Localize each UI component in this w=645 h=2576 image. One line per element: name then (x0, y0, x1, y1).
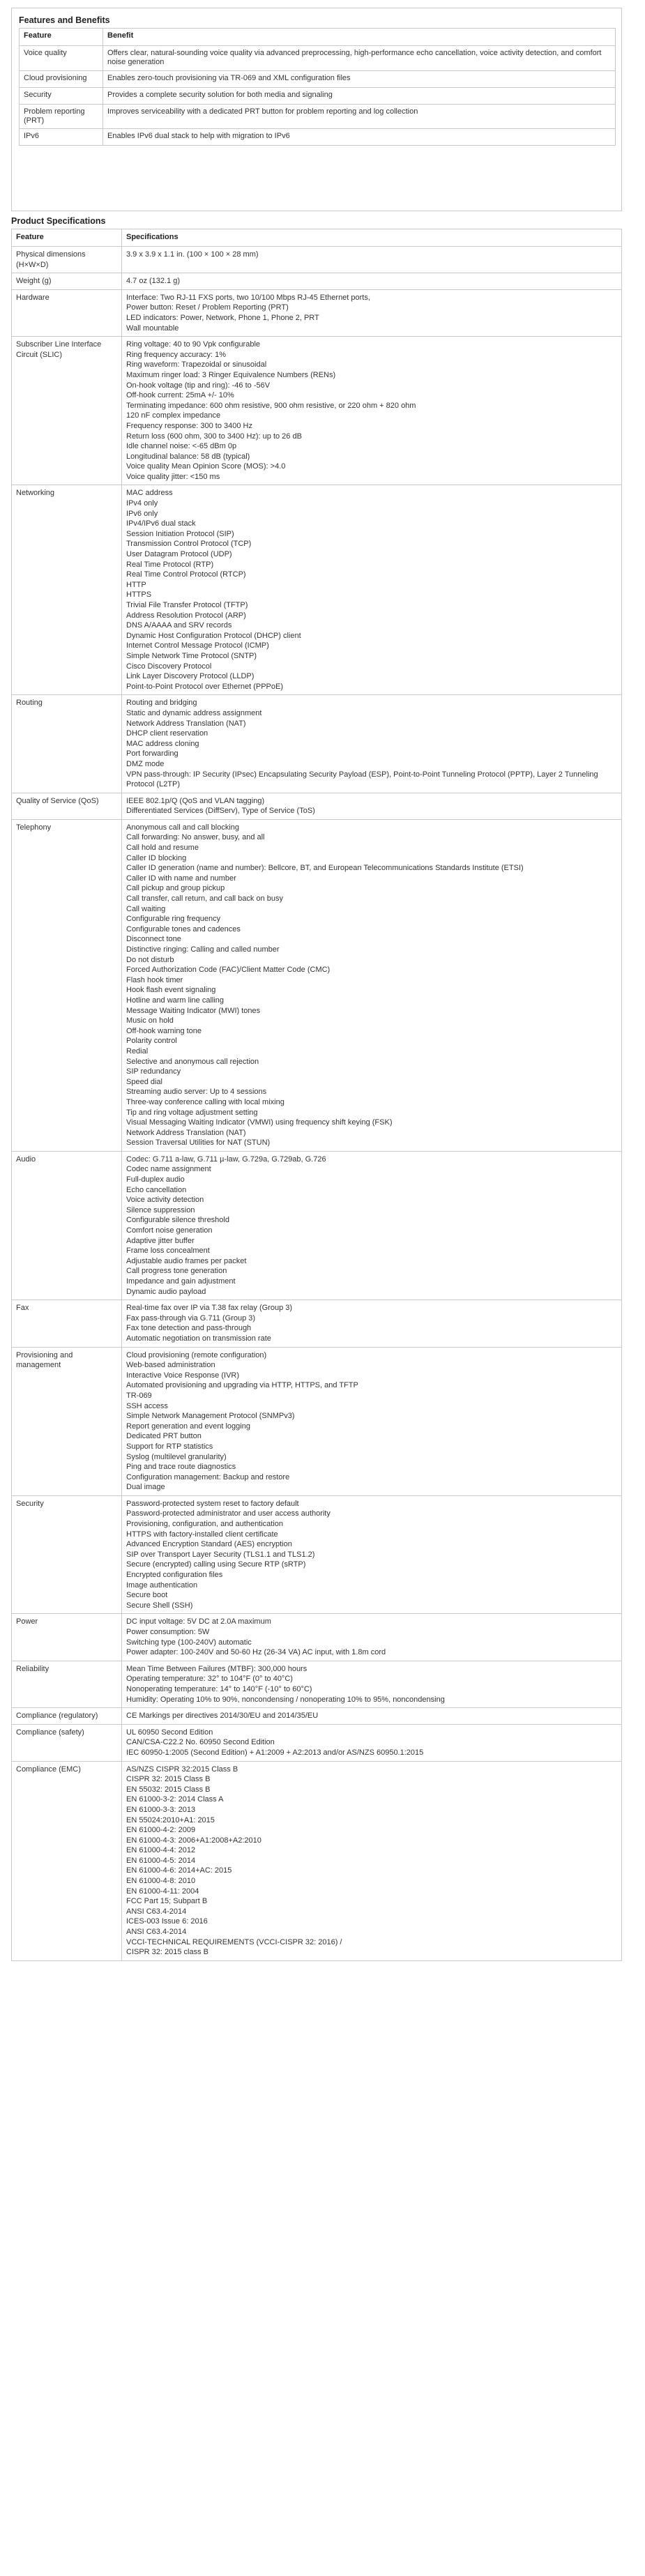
spec-line: Configurable tones and cadences (126, 924, 241, 933)
spec-line: Ring waveform: Trapezoidal or sinusoidal (126, 360, 267, 369)
spec-line: Adaptive jitter buffer (126, 1236, 195, 1245)
specifications-cell (122, 793, 622, 819)
feature-cell: Security (20, 88, 103, 105)
spec-line: Terminating impedance: 600 ohm resistive, 900 ohm resistive, or 220 ohm + 820 ohm (126, 401, 416, 410)
table-row (12, 1300, 622, 1347)
spec-line: Codec: G.711 a-law, G.711 µ-law, G.729a, G.729ab, G.726 (126, 1154, 326, 1164)
spec-line: Disconnect tone (126, 935, 181, 944)
spec-line: VCCI-TECHNICAL REQUIREMENTS (VCCI-CISPR 32: 2016) / (126, 1937, 342, 1946)
spec-line: Idle channel noise: <-65 dBm 0p (126, 442, 237, 451)
feature-cell: Problem reporting (PRT) (20, 105, 103, 129)
spec-line: DNS A/AAAA and SRV records (126, 621, 232, 630)
spec-line: LED indicators: Power, Network, Phone 1, Phone 2, PRT (126, 313, 319, 322)
spec-line: Password-protected system reset to factory default (126, 1499, 299, 1508)
specifications-cell (122, 1661, 622, 1707)
feature-cell: Audio (12, 1151, 122, 1300)
spec-line: Off-hook warning tone (126, 1026, 202, 1035)
spec-line: Speed dial (126, 1077, 162, 1086)
spec-line: EN 61000-4-4: 2012 (126, 1846, 196, 1855)
spec-line: EN 61000-4-3: 2006+A1:2008+A2:2010 (126, 1836, 261, 1845)
spec-line: Session Initiation Protocol (SIP) (126, 529, 234, 538)
feature-cell: Compliance (regulatory) (12, 1708, 122, 1725)
spec-line: Dynamic Host Configuration Protocol (DHCP) client (126, 631, 301, 640)
table-row (20, 71, 616, 88)
table-row (12, 793, 622, 819)
feature-cell: Routing (12, 695, 122, 793)
column-header-specifications: Specifications (122, 229, 622, 247)
spec-line: Voice activity detection (126, 1196, 204, 1205)
spec-line: Do not disturb (126, 955, 174, 964)
feature-cell: Security (12, 1495, 122, 1614)
table-header-row (20, 29, 616, 46)
specifications-cell (122, 337, 622, 485)
spec-line: MAC address (126, 489, 173, 498)
spec-line: Flash hook timer (126, 975, 183, 984)
table-row (12, 1708, 622, 1725)
specifications-cell (122, 1495, 622, 1614)
spec-line: EN 61000-4-6: 2014+AC: 2015 (126, 1866, 232, 1875)
spec-line: Static and dynamic address assignment (126, 708, 262, 717)
table-row (12, 1761, 622, 1960)
specifications-cell (122, 1347, 622, 1495)
spec-line: Dedicated PRT button (126, 1432, 202, 1441)
feature-cell: Cloud provisioning (20, 71, 103, 88)
spec-line: Silence suppression (126, 1205, 195, 1214)
spec-line: IEEE 802.1p/Q (QoS and VLAN tagging) (126, 796, 265, 805)
table-row (20, 88, 616, 105)
table-row (12, 819, 622, 1151)
spec-line: Address Resolution Protocol (ARP) (126, 611, 246, 620)
spec-line: Provisioning, configuration, and authentication (126, 1520, 284, 1529)
specifications-cell (122, 1300, 622, 1347)
spec-line: Fax tone detection and pass-through (126, 1324, 252, 1333)
spec-line: EN 61000-4-11: 2004 (126, 1887, 199, 1896)
feature-cell: Physical dimensions (H×W×D) (12, 247, 122, 273)
spec-line: Caller ID with name and number (126, 874, 236, 883)
spec-line: 3.9 x 3.9 x 1.1 in. (100 × 100 × 28 mm) (126, 250, 259, 259)
feature-cell: Weight (g) (12, 273, 122, 290)
spec-line: UL 60950 Second Edition (126, 1728, 213, 1737)
spec-line: FCC Part 15; Subpart B (126, 1897, 208, 1906)
spec-line: TR-069 (126, 1391, 152, 1400)
spec-line: Support for RTP statistics (126, 1442, 213, 1451)
spec-line: Frequency response: 300 to 3400 Hz (126, 421, 253, 430)
spec-line: EN 61000-3-3: 2013 (126, 1805, 196, 1814)
feature-cell: Reliability (12, 1661, 122, 1707)
spec-line: IPv6 only (126, 509, 158, 518)
spec-line: Session Traversal Utilities for NAT (STUN) (126, 1138, 271, 1148)
spec-line: Maximum ringer load: 3 Ringer Equivalence Numbers (RENs) (126, 370, 336, 379)
features-benefits-table (19, 28, 616, 146)
spec-line: Fax pass-through via G.711 (Group 3) (126, 1313, 256, 1323)
table-row (12, 337, 622, 485)
spec-line: Internet Control Message Protocol (ICMP) (126, 641, 269, 650)
spec-line: Secure boot (126, 1591, 168, 1600)
feature-cell: Networking (12, 485, 122, 695)
spec-line: Echo cancellation (126, 1185, 187, 1194)
spec-line: Call pickup and group pickup (126, 884, 225, 893)
benefit-cell: Offers clear, natural-sounding voice quality via advanced preprocessing, high-performance echo cancellation, voice activity detection, and comfort noise generation (103, 46, 616, 71)
spec-line: Caller ID generation (name and number): Bellcore, BT, and European Telecommunications Standards Institute (ETSI) (126, 864, 524, 873)
benefit-cell: Enables zero-touch provisioning via TR-069 and XML configuration files (103, 71, 616, 88)
table-header-row (12, 229, 622, 247)
column-header-feature: Feature (20, 29, 103, 46)
table-row (12, 695, 622, 793)
product-specifications-title: Product Specifications (11, 216, 106, 226)
spec-line: Nonoperating temperature: 14° to 140°F (-10° to 60°C) (126, 1684, 312, 1693)
specifications-cell (122, 247, 622, 273)
spec-line: DMZ mode (126, 759, 165, 768)
spec-line: Link Layer Discovery Protocol (LLDP) (126, 672, 255, 681)
spec-line: Configurable ring frequency (126, 915, 221, 924)
spec-line: Syslog (multilevel granularity) (126, 1452, 227, 1461)
spec-line: Report generation and event logging (126, 1422, 250, 1431)
table-row (12, 1151, 622, 1300)
spec-line: Ring voltage: 40 to 90 Vpk configurable (126, 340, 261, 349)
feature-cell: Compliance (safety) (12, 1724, 122, 1761)
spec-line: IPv4/IPv6 dual stack (126, 519, 196, 528)
spec-line: Password-protected administrator and user access authority (126, 1509, 331, 1518)
spec-line: Comfort noise generation (126, 1226, 213, 1235)
spec-line: SSH access (126, 1401, 168, 1410)
feature-cell: Voice quality (20, 46, 103, 71)
spec-line: SIP over Transport Layer Security (TLS1.1 and TLS1.2) (126, 1550, 315, 1559)
features-benefits-section (11, 8, 622, 211)
spec-line: AS/NZS CISPR 32:2015 Class B (126, 1765, 238, 1774)
specifications-cell (122, 289, 622, 336)
spec-line: IPv4 only (126, 499, 158, 508)
spec-line: Call forwarding: No answer, busy, and all (126, 833, 265, 842)
spec-line: Point-to-Point Protocol over Ethernet (PPPoE) (126, 682, 283, 691)
spec-line: Simple Network Time Protocol (SNTP) (126, 651, 257, 660)
spec-line: Differentiated Services (DiffServ), Type of Service (ToS) (126, 807, 315, 816)
spec-line: Off-hook current: 25mA +/- 10% (126, 391, 234, 400)
spec-line: EN 61000-4-2: 2009 (126, 1826, 196, 1835)
spec-line: Wall mountable (126, 323, 179, 333)
spec-line: Power consumption: 5W (126, 1628, 210, 1636)
spec-line: ANSI C63.4-2014 (126, 1907, 187, 1916)
spec-line: Configuration management: Backup and restore (126, 1472, 290, 1481)
spec-line: Anonymous call and call blocking (126, 823, 240, 832)
spec-line: IEC 60950-1:2005 (Second Edition) + A1:2009 + A2:2013 and/or AS/NZS 60950.1:2015 (126, 1748, 424, 1757)
spec-line: Impedance and gain adjustment (126, 1277, 236, 1286)
specifications-cell (122, 1708, 622, 1725)
table-row (12, 1495, 622, 1614)
spec-line: MAC address cloning (126, 739, 199, 748)
feature-cell: Power (12, 1614, 122, 1661)
specifications-cell (122, 695, 622, 793)
spec-line: 120 nF complex impedance (126, 411, 221, 420)
spec-line: Hotline and warm line calling (126, 996, 225, 1005)
specifications-cell (122, 485, 622, 695)
spec-line: EN 61000-4-8: 2010 (126, 1877, 196, 1886)
features-benefits-title: Features and Benefits (19, 15, 110, 25)
feature-cell: Compliance (EMC) (12, 1761, 122, 1960)
table-row (12, 247, 622, 273)
spec-line: ANSI C63.4-2014 (126, 1928, 187, 1937)
spec-line: Distinctive ringing: Calling and called number (126, 945, 280, 954)
spec-line: Redial (126, 1046, 149, 1055)
spec-line: Humidity: Operating 10% to 90%, noncondensing / nonoperating 10% to 95%, noncondensing (126, 1695, 445, 1704)
spec-line: Advanced Encryption Standard (AES) encryption (126, 1540, 292, 1549)
spec-line: Hook flash event signaling (126, 986, 216, 995)
spec-line: User Datagram Protocol (UDP) (126, 550, 232, 559)
spec-line: Routing and bridging (126, 699, 197, 708)
spec-line: HTTP (126, 580, 146, 589)
table-row (12, 289, 622, 336)
spec-line: HTTPS with factory-installed client certificate (126, 1530, 278, 1539)
spec-line: DHCP client reservation (126, 729, 208, 738)
spec-line: Cloud provisioning (remote configuration) (126, 1350, 267, 1359)
spec-line: Streaming audio server: Up to 4 sessions (126, 1088, 267, 1097)
spec-line: Automatic negotiation on transmission rate (126, 1334, 271, 1343)
spec-line: Automated provisioning and upgrading via HTTP, HTTPS, and TFTP (126, 1381, 358, 1390)
spec-line: Power button: Reset / Problem Reporting (PRT) (126, 303, 289, 312)
spec-line: Full-duplex audio (126, 1175, 185, 1184)
feature-cell: Provisioning and management (12, 1347, 122, 1495)
spec-line: Caller ID blocking (126, 853, 187, 862)
spec-line: Secure (encrypted) calling using Secure RTP (sRTP) (126, 1560, 306, 1569)
spec-line: Longitudinal balance: 58 dB (typical) (126, 452, 250, 461)
spec-line: Real Time Control Protocol (RTCP) (126, 570, 246, 579)
table-row (20, 105, 616, 129)
spec-line: EN 61000-4-5: 2014 (126, 1856, 196, 1865)
feature-cell: IPv6 (20, 129, 103, 146)
product-specifications-table (11, 229, 622, 1961)
spec-line: Cisco Discovery Protocol (126, 662, 212, 671)
spec-line: CAN/CSA-C22.2 No. 60950 Second Edition (126, 1738, 275, 1747)
feature-cell: Hardware (12, 289, 122, 336)
spec-line: CE Markings per directives 2014/30/EU and 2014/35/EU (126, 1712, 319, 1721)
spec-line: SIP redundancy (126, 1067, 181, 1076)
column-header-benefit: Benefit (103, 29, 616, 46)
spec-line: Real Time Protocol (RTP) (126, 560, 214, 569)
table-row (12, 1661, 622, 1707)
feature-cell: Fax (12, 1300, 122, 1347)
benefit-cell: Enables IPv6 dual stack to help with migration to IPv6 (103, 129, 616, 146)
spec-line: Interactive Voice Response (IVR) (126, 1371, 240, 1380)
table-row (12, 273, 622, 290)
spec-line: Tip and ring voltage adjustment setting (126, 1108, 258, 1117)
spec-line: Music on hold (126, 1016, 174, 1026)
specifications-cell (122, 1724, 622, 1761)
spec-line: VPN pass-through: IP Security (IPsec) Encapsulating Security Payload (ESP), Point-to-Point Tunneling Protocol (PPTP), Layer 2 Tunneling Protocol (L2TP) (126, 770, 598, 789)
spec-line: Ring frequency accuracy: 1% (126, 350, 227, 359)
specifications-cell (122, 1761, 622, 1960)
table-row (12, 485, 622, 695)
spec-line: Simple Network Management Protocol (SNMPv3) (126, 1412, 295, 1421)
spec-line: Web-based administration (126, 1361, 215, 1370)
spec-line: Configurable silence threshold (126, 1216, 229, 1225)
spec-line: Interface: Two RJ-11 FXS ports, two 10/100 Mbps RJ-45 Ethernet ports, (126, 293, 370, 302)
spec-line: Codec name assignment (126, 1165, 211, 1174)
spec-line: Network Address Translation (NAT) (126, 1128, 246, 1137)
spec-line: Return loss (600 ohm, 300 to 3400 Hz): up to 26 dB (126, 432, 302, 441)
spec-line: Visual Messaging Waiting Indicator (VMWI) using frequency shift keying (FSK) (126, 1118, 393, 1127)
spec-line: DC input voltage: 5V DC at 2.0A maximum (126, 1617, 271, 1626)
table-row (12, 1724, 622, 1761)
spec-line: Call hold and resume (126, 844, 199, 853)
spec-line: Dual image (126, 1483, 165, 1492)
spec-line: EN 55032: 2015 Class B (126, 1785, 211, 1794)
spec-line: Selective and anonymous call rejection (126, 1057, 259, 1066)
spec-line: Real-time fax over IP via T.38 fax relay (Group 3) (126, 1304, 293, 1313)
spec-line: Secure Shell (SSH) (126, 1601, 193, 1610)
spec-line: CISPR 32: 2015 class B (126, 1948, 209, 1957)
spec-line: Dynamic audio payload (126, 1287, 206, 1296)
spec-line: 4.7 oz (132.1 g) (126, 277, 181, 286)
spec-line: Adjustable audio frames per packet (126, 1256, 247, 1265)
spec-line: EN 61000-3-2: 2014 Class A (126, 1795, 224, 1804)
spec-line: Operating temperature: 32° to 104°F (0° to 40°C) (126, 1675, 293, 1684)
spec-line: Mean Time Between Failures (MTBF): 300,000 hours (126, 1664, 308, 1673)
spec-line: HTTPS (126, 590, 152, 600)
spec-line: Voice quality Mean Opinion Score (MOS): >4.0 (126, 462, 286, 471)
table-row (12, 1347, 622, 1495)
spec-line: Switching type (100-240V) automatic (126, 1638, 252, 1647)
specifications-cell (122, 1614, 622, 1661)
specifications-cell (122, 819, 622, 1151)
spec-line: Network Address Translation (NAT) (126, 719, 246, 728)
spec-line: Forced Authorization Code (FAC)/Client Matter Code (CMC) (126, 966, 331, 975)
feature-cell: Quality of Service (QoS) (12, 793, 122, 819)
specifications-cell (122, 273, 622, 290)
table-row (20, 129, 616, 146)
spec-line: ICES-003 Issue 6: 2016 (126, 1917, 208, 1926)
benefit-cell: Improves serviceability with a dedicated PRT button for problem reporting and log collection (103, 105, 616, 129)
feature-cell: Subscriber Line Interface Circuit (SLIC) (12, 337, 122, 485)
spec-line: Transmission Control Protocol (TCP) (126, 540, 252, 549)
spec-line: Call waiting (126, 904, 166, 913)
benefit-cell: Provides a complete security solution for both media and signaling (103, 88, 616, 105)
spec-line: EN 55024:2010+A1: 2015 (126, 1815, 215, 1824)
spec-line: Message Waiting Indicator (MWI) tones (126, 1006, 261, 1015)
feature-cell: Telephony (12, 819, 122, 1151)
spec-line: Power adapter: 100-240V and 50-60 Hz (26-34 VA) AC input, with 1.8m cord (126, 1648, 386, 1657)
spec-line: Voice quality jitter: <150 ms (126, 472, 220, 481)
table-row (12, 1614, 622, 1661)
spec-line: Image authentication (126, 1580, 198, 1590)
spec-line: Ping and trace route diagnostics (126, 1463, 236, 1472)
spec-line: Frame loss concealment (126, 1247, 210, 1256)
spec-line: Polarity control (126, 1037, 177, 1046)
spec-line: Trivial File Transfer Protocol (TFTP) (126, 601, 248, 609)
column-header-feature: Feature (12, 229, 122, 247)
table-row (20, 46, 616, 71)
spec-line: CISPR 32: 2015 Class B (126, 1775, 211, 1784)
spec-line: Call transfer, call return, and call back on busy (126, 894, 284, 904)
spec-line: Encrypted configuration files (126, 1571, 223, 1580)
spec-line: Call progress tone generation (126, 1267, 227, 1276)
specifications-cell (122, 1151, 622, 1300)
spec-line: Three-way conference calling with local mixing (126, 1097, 284, 1106)
spec-line: On-hook voltage (tip and ring): -46 to -56V (126, 381, 271, 390)
spec-line: Port forwarding (126, 749, 179, 759)
